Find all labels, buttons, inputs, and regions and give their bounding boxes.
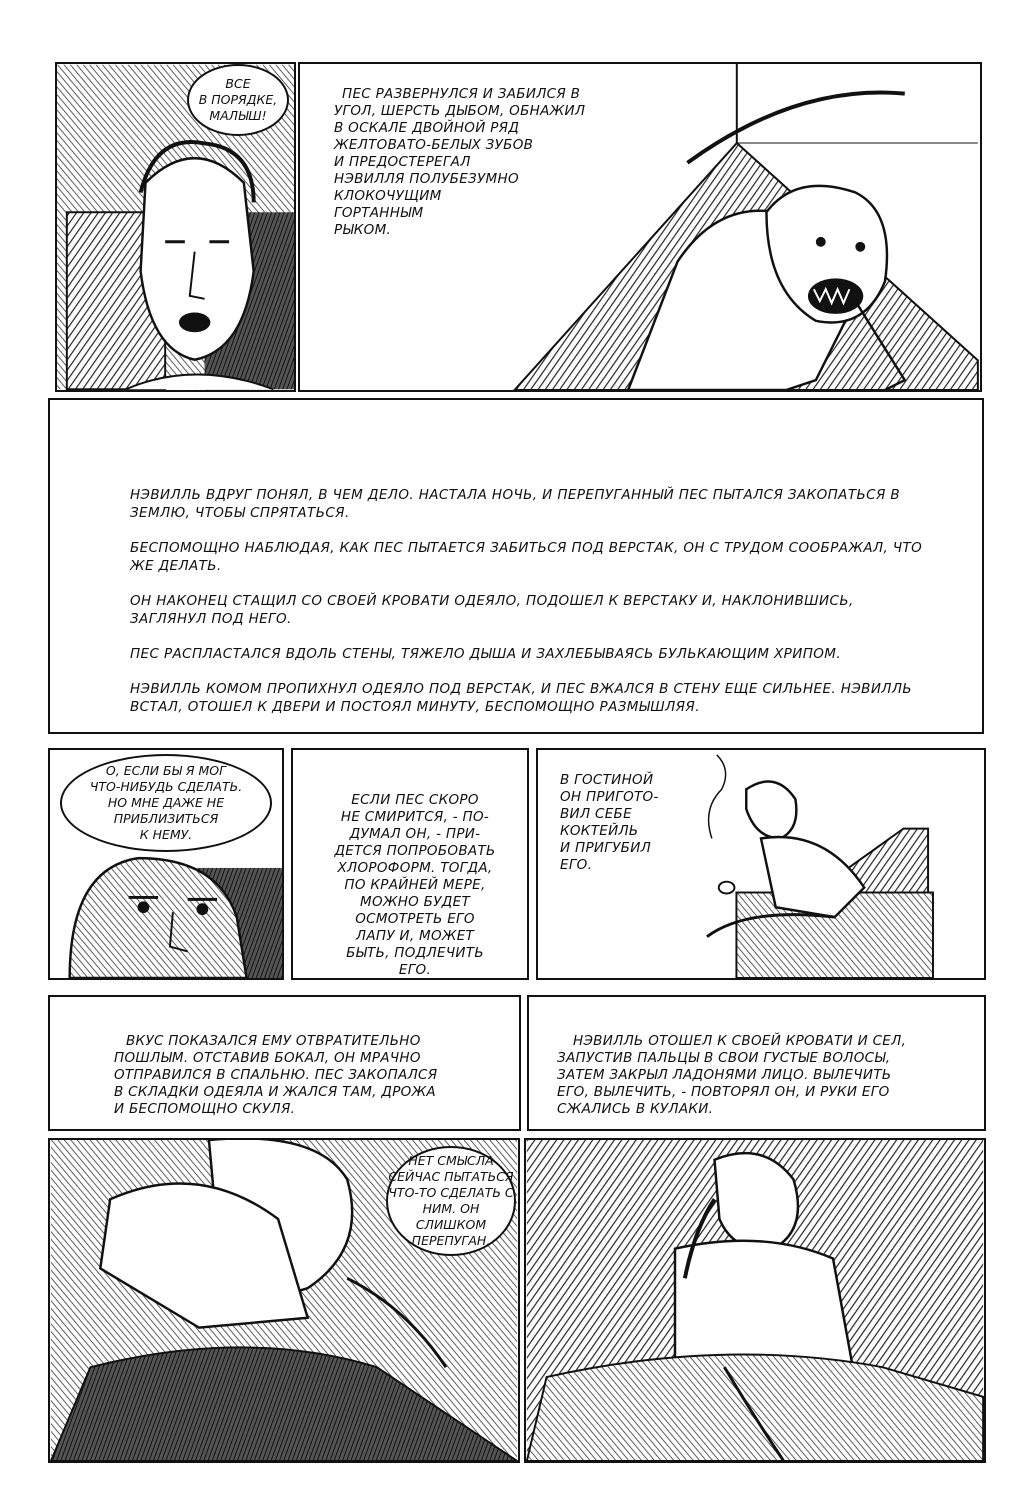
panel-3-text (48, 398, 984, 734)
panel-1-man (55, 62, 296, 392)
panel-2-dog (298, 62, 982, 392)
panel-9-man (48, 1138, 520, 1463)
panel-5-text (291, 748, 529, 980)
panel-10-man-bed (524, 1138, 986, 1463)
thought-bubble-p9 (386, 1146, 516, 1256)
speech-text-p1: ВСЕ В ПОРЯДКЕ, МАЛЫШ! (198, 76, 278, 123)
caption-p5: ЕСЛИ ПЕС СКОРО НЕ СМИРИТСЯ, - ПО- ДУМАЛ ОН, - ПРИ- ДЕТСЯ ПОПРОБОВАТЬ ХЛОРОФОРМ. ТОГДА, ПО КРАЙНЕЙ МЕРЕ, МОЖНО БУДЕТ ОСМОТРЕТЬ ЕГО ЛАПУ И, МОЖЕТ БЫТЬ, ПОДЛЕЧИТЬ ЕГО. (334, 792, 496, 978)
caption-p6: В ГОСТИНОЙ ОН ПРИГОТО- ВИЛ СЕБЕ КОКТЕЙЛЬ И ПРИГУБИЛ ЕГО. (560, 772, 659, 873)
panel-6-cocktail (536, 748, 986, 980)
panel-8-text (527, 995, 986, 1131)
thought-bubble-p4 (60, 754, 272, 852)
panel-10-illustration (526, 1140, 984, 1461)
thought-text-p9: НЕТ СМЫСЛА СЕЙЧАС ПЫТАТЬСЯ ЧТО-ТО СДЕЛАТЬ С НИМ. ОН СЛИШКОМ ПЕРЕПУГАН. (388, 1153, 514, 1248)
thought-text-p4: О, ЕСЛИ БЫ Я МОГ ЧТО-НИБУДЬ СДЕЛАТЬ. НО МНЕ ДАЖЕ НЕ ПРИБЛИЗИТЬСЯ К НЕМУ. (89, 763, 243, 842)
caption-p7: ВКУС ПОКАЗАЛСЯ ЕМУ ОТВРАТИТЕЛЬНО ПОШЛЫМ. ОТСТАВИВ БОКАЛ, ОН МРАЧНО ОТПРАВИЛСЯ В СПАЛЬНЮ. ПЕС ЗАКОПАЛСЯ В СКЛАДКИ ОДЕЯЛА И ЖАЛСЯ ТАМ, ДРОЖА И БЕСПОМОЩНО СКУЛЯ. (114, 1033, 438, 1117)
caption-p2: ПЕС РАЗВЕРНУЛСЯ И ЗАБИЛСЯ В УГОЛ, ШЕРСТЬ ДЫБОМ, ОБНАЖИЛ В ОСКАЛЕ ДВОЙНОЙ РЯД ЖЕЛТОВАТО-БЕЛЫХ ЗУБОВ И ПРЕДОСТЕРЕГАЛ НЭВИЛЛЯ ПОЛУБЕЗУМНО КЛОКОЧУЩИМ ГОРТАННЫМ РЫКОМ. (334, 86, 586, 238)
panel-4-face (48, 748, 284, 980)
caption-p3: НЭВИЛЛЬ ВДРУГ ПОНЯЛ, В ЧЕМ ДЕЛО. НАСТАЛА НОЧЬ, И ПЕРЕПУГАННЫЙ ПЕС ПЫТАЛСЯ ЗАКОПАТЬСЯ В ЗЕМЛЮ, ЧТОБЫ СПРЯТАТЬСЯ. БЕСПОМОЩНО НАБЛЮДАЯ, КАК ПЕС ПЫТАЕТСЯ ЗАБИТЬСЯ ПОД ВЕРСТАК, ОН С ТРУДОМ СООБРАЖАЛ, ЧТО ЖЕ ДЕЛАТЬ. ОН НАКОНЕЦ СТАЩИЛ СО СВОЕЙ КРОВАТИ ОДЕЯЛО, ПОДОШЕЛ К ВЕРСТАКУ И, НАКЛОНИВШИСЬ, ЗАГЛЯНУЛ ПОД НЕГО. ПЕС РАСПЛАСТАЛСЯ ВДОЛЬ СТЕНЫ, ТЯЖЕЛО ДЫША И ЗАХЛЕБЫВАЯСЬ БУЛЬКАЮЩИМ ХРИПОМ. НЭВИЛЛЬ КОМОМ ПРОПИХНУЛ ОДЕЯЛО ПОД ВЕРСТАК, И ПЕС ВЖАЛСЯ В СТЕНУ ЕЩЕ СИЛЬНЕЕ. НЭВИЛЛЬ ВСТАЛ, ОТОШЕЛ К ДВЕРИ И ПОСТОЯЛ МИНУТУ, БЕСПОМОЩНО РАЗМЫШЛЯЯ. (130, 487, 923, 715)
caption-p8: НЭВИЛЛЬ ОТОШЕЛ К СВОЕЙ КРОВАТИ И СЕЛ, ЗАПУСТИВ ПАЛЬЦЫ В СВОИ ГУСТЫЕ ВОЛОСЫ, ЗАТЕМ ЗАКРЫЛ ЛАДОНЯМИ ЛИЦО. ВЫЛЕЧИТЬ ЕГО, ВЫЛЕЧИТЬ, - ПОВТОРЯЛ ОН, И РУКИ ЕГО СЖАЛИСЬ В КУЛАКИ. (557, 1033, 907, 1117)
panel-7-text (48, 995, 521, 1131)
speech-bubble-p1 (187, 64, 289, 136)
